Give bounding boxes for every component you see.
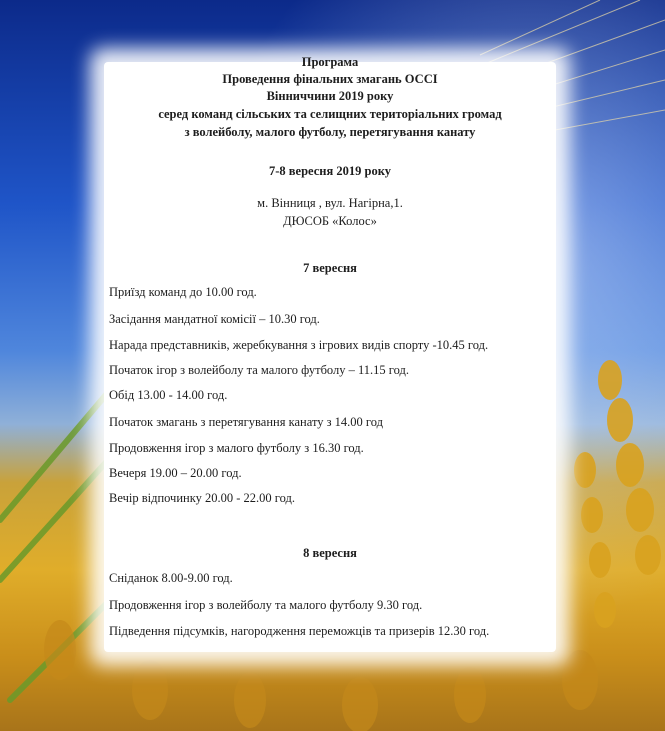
title-line-4: серед команд сільських та селищних територіальних громад bbox=[158, 107, 502, 121]
schedule-item: Нарада представників, жеребкування з ігрових видів спорту -10.45 год. bbox=[109, 338, 489, 352]
schedule-item: Засідання мандатної комісії – 10.30 год. bbox=[109, 312, 320, 326]
schedule-item: Приїзд команд до 10.00 год. bbox=[109, 285, 257, 299]
title-line-1: Програма bbox=[301, 55, 359, 69]
day2-heading: 8 вересня bbox=[303, 546, 357, 560]
schedule-item: Продовження ігор з волейболу та малого футболу 9.30 год. bbox=[109, 598, 423, 612]
schedule-item: Обід 13.00 - 14.00 год. bbox=[109, 388, 228, 402]
schedule-item: Сніданок 8.00-9.00 год. bbox=[109, 571, 233, 585]
title-line-3: Вінниччини 2019 року bbox=[266, 89, 394, 103]
title-line-5: з волейболу, малого футболу, перетягування канату bbox=[184, 125, 476, 139]
schedule-item: Продовження ігор з малого футболу з 16.30 год. bbox=[109, 441, 364, 455]
event-dates: 7-8 вересня 2019 року bbox=[269, 164, 391, 178]
schedule-item: Підведення підсумків, нагородження переможців та призерів 12.30 год. bbox=[109, 624, 490, 638]
schedule-item: Початок ігор з волейболу та малого футболу – 11.15 год. bbox=[109, 363, 409, 377]
venue-address: м. Вінниця , вул. Нагірна,1. bbox=[257, 196, 403, 210]
program-sheet bbox=[104, 62, 556, 652]
schedule-item: Вечір відпочинку 20.00 - 22.00 год. bbox=[109, 491, 295, 505]
schedule-item: Початок змагань з перетягування канату з 14.00 год bbox=[109, 415, 383, 429]
day1-heading: 7 вересня bbox=[303, 261, 357, 275]
schedule-item: Вечеря 19.00 – 20.00 год. bbox=[109, 466, 242, 480]
title-line-2: Проведення фінальних змагань ОССІ bbox=[222, 72, 438, 86]
venue-name: ДЮСОБ «Колос» bbox=[283, 214, 377, 228]
